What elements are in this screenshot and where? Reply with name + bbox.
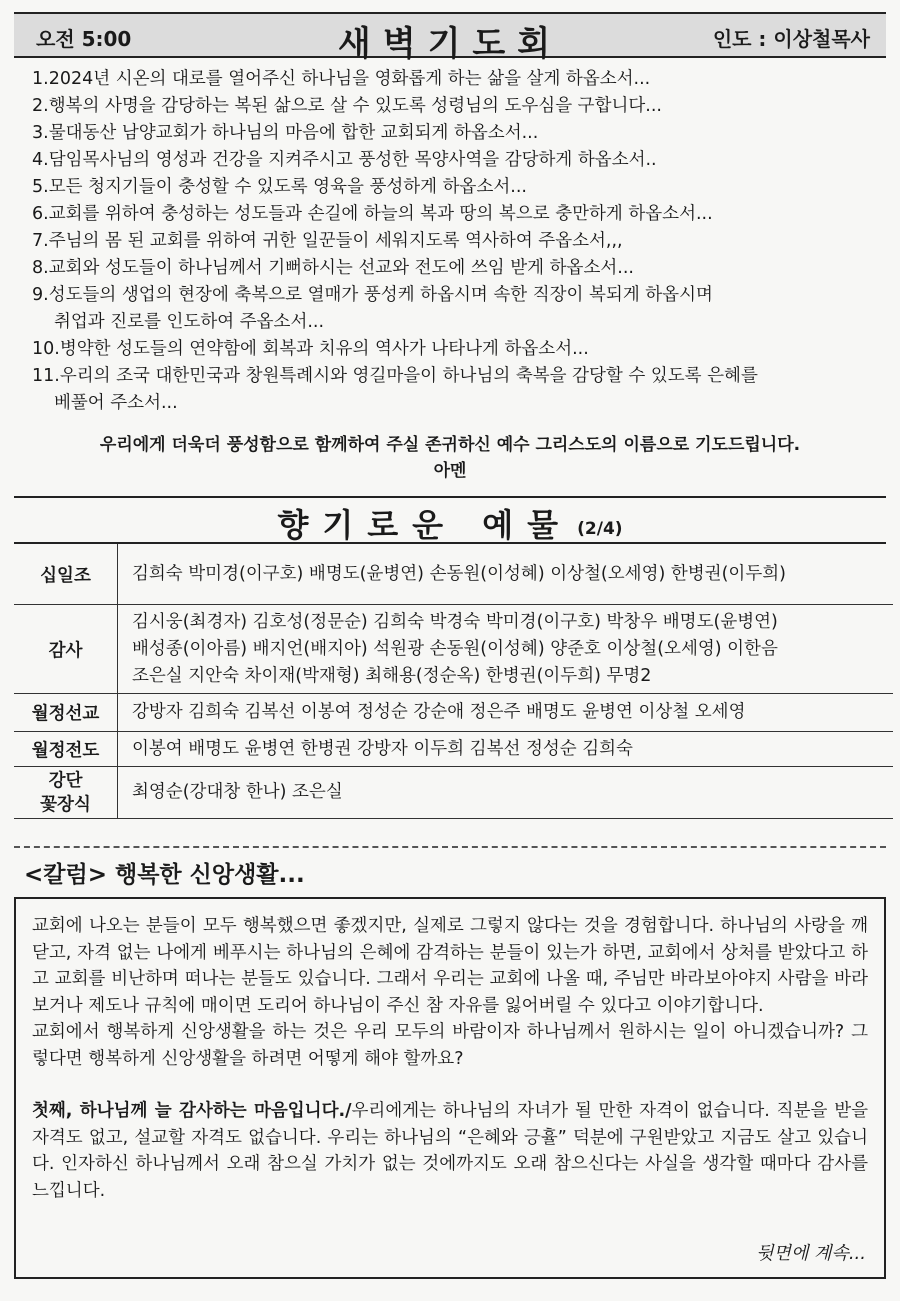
prayer-item-text: 10.병약한 성도들의 연약함에 회복과 치유의 역사가 나타나게 하옵소서... — [32, 339, 589, 359]
prayer-item-text: 2.행복의 사명을 감당하는 복된 삶으로 살 수 있도록 성령님의 도우심을 구합니다... — [32, 96, 662, 116]
table-row — [14, 544, 893, 605]
offerings-date: (2/4) — [577, 519, 623, 539]
offering-names — [118, 732, 894, 767]
prayer-item — [32, 282, 882, 336]
column-point-text: 우리에게는 하나님의 자녀가 될 만한 자격이 없습니다. 직분을 받을 자격도 없고, 설교할 자격도 없습니다. 우리는 하나님의 “은혜와 긍휼” 덕분에 구원받았고 지금도 살고 있습니다. 인자하신 하나님께서 오래 참으실 가치가 없는 것에까지도 오래 참으신다는 사실을 생각할 때마다 감사를 느낍니다. — [32, 1101, 868, 1201]
table-row — [14, 767, 893, 819]
prayer-closing: 우리에게 더욱더 풍성함으로 함께하여 주실 존귀하신 예수 그리스도의 이름으로 기도드립니다. — [99, 435, 801, 455]
table-row — [14, 732, 893, 767]
prayer-item-text: 6.교회를 위하여 충성하는 성도들과 손길에 하늘의 복과 땅의 복으로 충만하게 하옵소서... — [32, 204, 713, 224]
offering-names-line: 김희숙 박미경(이구호) 배명도(윤병연) 손동원(이성혜) 이상철(오세영) 한병권(이두희) — [132, 563, 786, 584]
prayer-item-text: 9.성도들의 생업의 현장에 축복으로 열매가 풍성케 하옵시며 속한 직장이 복되게 하옵시며 — [32, 285, 713, 305]
prayer-item-text: 8.교회와 성도들이 하나님께서 기뻐하시는 선교와 전도에 쓰임 받게 하옵소서... — [32, 258, 634, 278]
column-box — [14, 897, 886, 1279]
prayer-item-continuation: 베풀어 주소서... — [54, 393, 178, 413]
section-divider — [14, 846, 886, 848]
prayer-item-text: 5.모든 청지기들이 충성할 수 있도록 영육을 풍성하게 하옵소서... — [32, 177, 527, 197]
column-point-heading: 첫째, 하나님께 늘 감사하는 마음입니다./ — [32, 1101, 352, 1121]
prayer-item — [32, 228, 882, 255]
prayer-item-text: 7.주님의 몸 된 교회를 위하여 귀한 일꾼들이 세워지도록 역사하여 주옵소서,,, — [32, 231, 623, 251]
offering-names — [118, 605, 894, 694]
offering-names-line: 조은실 지안숙 차이재(박재형) 최해용(정순옥) 한병권(이두희) 무명2 — [132, 665, 652, 686]
offering-category: 월정선교 — [14, 694, 118, 732]
offering-names — [118, 694, 894, 732]
offering-names-line: 강방자 김희숙 김복선 이봉여 정성순 강순애 정은주 배명도 윤병연 이상철 오세영 — [132, 702, 746, 722]
offering-names-line: 이봉여 배명도 윤병연 한병권 강방자 이두희 김복선 정성순 김희숙 — [132, 738, 633, 759]
table-row — [14, 605, 893, 694]
prayer-item — [32, 201, 882, 228]
prayer-list — [32, 66, 882, 417]
column-heading: <칼럼> 행복한 신앙생활... — [24, 862, 305, 888]
offering-category-label: 강단 꽃장식 — [40, 770, 91, 815]
prayer-meeting-header — [14, 12, 886, 64]
prayer-item — [32, 147, 882, 174]
prayer-item — [32, 255, 882, 282]
prayer-item-continuation: 취업과 진로를 인도하여 주옵소서... — [54, 312, 325, 332]
prayer-item — [32, 120, 882, 147]
continued-note: 뒷면에 계속... — [756, 1242, 866, 1264]
column-paragraph — [32, 1098, 868, 1204]
offering-names-line: 김시웅(최경자) 김호성(정문순) 김희숙 박경숙 박미경(이구호) 박창우 배명도(윤병연) — [132, 611, 778, 632]
offerings-header — [14, 496, 886, 544]
offering-names — [118, 544, 894, 605]
prayer-item — [32, 363, 882, 417]
prayer-meeting-title: 새벽기도회 — [337, 24, 563, 64]
prayer-leader: 인도 : 이상철목사 — [712, 27, 870, 51]
offering-category: 월정전도 — [14, 732, 118, 767]
offerings-table — [14, 544, 893, 819]
offerings-title: 향기로운 예물 — [277, 506, 573, 544]
prayer-item-text: 3.물대동산 남양교회가 하나님의 마음에 합한 교회되게 하옵소서... — [32, 123, 539, 143]
offering-category: 감사 — [14, 605, 118, 694]
offering-category — [14, 767, 118, 819]
offering-names-line: 최영순(강대창 한나) 조은실 — [132, 782, 343, 802]
prayer-amen: 아멘 — [433, 461, 467, 481]
prayer-time: 오전 5:00 — [36, 27, 132, 51]
offering-category: 십일조 — [14, 544, 118, 605]
prayer-item — [32, 93, 882, 120]
prayer-item — [32, 174, 882, 201]
prayer-item-text: 1.2024년 시온의 대로를 열어주신 하나님을 영화롭게 하는 삶을 살게 하옵소서... — [32, 69, 651, 89]
prayer-item — [32, 336, 882, 363]
prayer-item — [32, 66, 882, 93]
prayer-item-text: 11.우리의 조국 대한민국과 창원특례시와 영길마을이 하나님의 축복을 감당할 수 있도록 은혜를 — [32, 366, 758, 386]
offering-names-line: 배성종(이아름) 배지언(배지아) 석원광 손동원(이성혜) 양준호 이상철(오세영) 이한음 — [132, 638, 778, 659]
column-paragraph: 교회에서 행복하게 신앙생활을 하는 것은 우리 모두의 바람이자 하나님께서 원하시는 일이 아니겠습니까? 그렇다면 행복하게 신앙생활을 하려면 어떻게 해야 할까요? — [32, 1022, 868, 1069]
column-paragraph: 교회에 나오는 분들이 모두 행복했으면 좋겠지만, 실제로 그렇지 않다는 것을 경험합니다. 하나님의 사랑을 깨닫고, 자격 없는 나에게 베푸시는 하나님의 은혜에 감격하는 분들이 있는가 하면, 교회에서 상처를 받았다고 하고 교회를 비난하며 떠나는 분들도 있습니다. 그래서 우리는 교회에 나올 때, 주님만 바라보아야지 사람을 바라보거나 제도나 규칙에 매이면 도리어 하나님이 주신 참 자유를 잃어버릴 수 있다고 이야기합니다. — [32, 916, 868, 1016]
table-row — [14, 694, 893, 732]
prayer-item-text: 4.담임목사님의 영성과 건강을 지켜주시고 풍성한 목양사역을 감당하게 하옵소서.. — [32, 150, 657, 170]
offering-names — [118, 767, 894, 819]
paragraph-gap — [32, 1072, 868, 1098]
